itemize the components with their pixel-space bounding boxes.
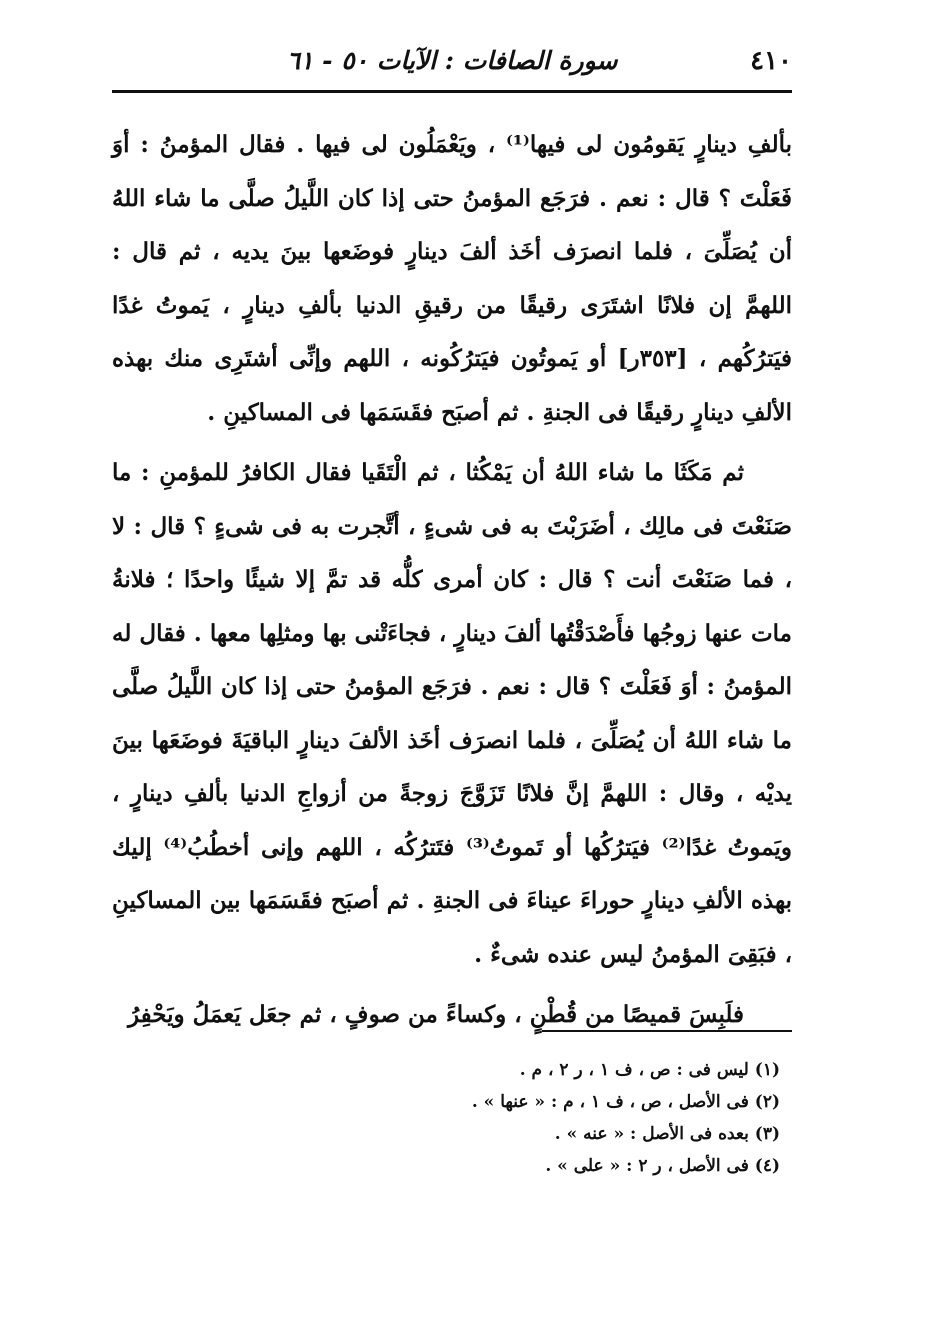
footnote-rule [542, 1030, 792, 1032]
header-rule [112, 90, 792, 93]
footnote-3: (٣) بعده فى الأصل : « عنه » . [554, 1124, 780, 1144]
footnotes [112, 1054, 780, 1182]
paragraph-1: بألفِ دينارٍ يَقومُون لى فيها⁽¹⁾ ، ويَعْمَلُون لى فيها . فقال المؤمنُ : أوَ فَعَلْتَ ؟ قال : نعم . فرَجَع المؤمنُ حتى إذا كان اللَّيلُ صلَّى ما شاء اللهُ أن يُصَلِّىَ ، فلما انصرَف أخَذ ألفَ دينارٍ فوضَعها بينَ يديه ، ثم قال : اللهمَّ إن فلانًا اشتَرَى رقيقًا من رقيقِ الدنيا بألفِ دينارٍ ، يَموتُ غدًا فيَترُكُهم ، [٣٥٣ر] أو يَموتُون فيَترُكُونه ، اللهم وإنِّى أشتَرِى منك بهذه الألفِ دينارٍ رقيقًا فى الجنةِ . ثم أصبَح فقَسَمَها فى المساكينِ . [112, 131, 792, 426]
footnote-4: (٤) فى الأصل ، ر ٢ : « على » . [545, 1156, 780, 1176]
paragraph-2: ثم مَكَثَا ما شاء اللهُ أن يَمْكُثا ، ثم الْتَقَيا فقال الكافرُ للمؤمنِ : ما صَنَعْتَ فى مالِك ، أضَرَبْتَ به فى شىءٍ ، أتَّجرت به فى شىءٍ ؟ قال : لا ، فما صَنَعْتَ أنت ؟ قال : كان أمرى كلُّه قد تمَّ إلا شيئًا واحدًا ؛ فلانةُ مات عنها زوجُها فأَصْدَقْتُها ألفَ دينارٍ ، فجاءَتْنى بها ومثلِها معها . فقال له المؤمنُ : أوَ فَعَلْتَ ؟ قال : نعم . فرَجَع المؤمنُ حتى إذا كان اللَّيلُ صلَّى ما شاء اللهُ أن يُصَلِّىَ ، فلما انصرَف أخَذ الألفَ دينارٍ الباقيَةَ فوضَعَها بينَ يديْه ، وقال : اللهمَّ إنَّ فلانًا تَزَوَّجَ زوجةً من أزواجِ الدنيا بألفِ دينارٍ ، ويَموتُ غدًا⁽²⁾ فيَترُكُها أو تَموتُ⁽³⁾ فتَترُكُه ، اللهم وإنى أخطُبُ⁽⁴⁾ إليك بهذه الألفِ دينارٍ حوراءَ عيناءَ فى الجنةِ . ثم أصبَح فقَسَمَها بين المساكينِ ، فبَقِىَ المؤمنُ ليس عنده شىءٌ . [112, 459, 792, 968]
main-text [112, 118, 792, 1042]
footnote-2: (٢) فى الأصل ، ص ، ف ١ ، م : « عنها » . [471, 1092, 780, 1112]
footnote-1: (١) ليس فى : ص ، ف ١ ، ر ٢ ، م . [519, 1060, 780, 1080]
running-title: سورة الصافات : الآيات ٥٠ - ٦١ [286, 46, 618, 75]
page-header [112, 40, 792, 84]
paragraph-3: فلَبِسَ قميصًا من قُطْنٍ ، وكساءً من صوفٍ ، ثم جعَل يَعمَلُ ويَحْفِرُ [127, 1001, 744, 1028]
page-number: ٤١٠ [750, 46, 792, 76]
